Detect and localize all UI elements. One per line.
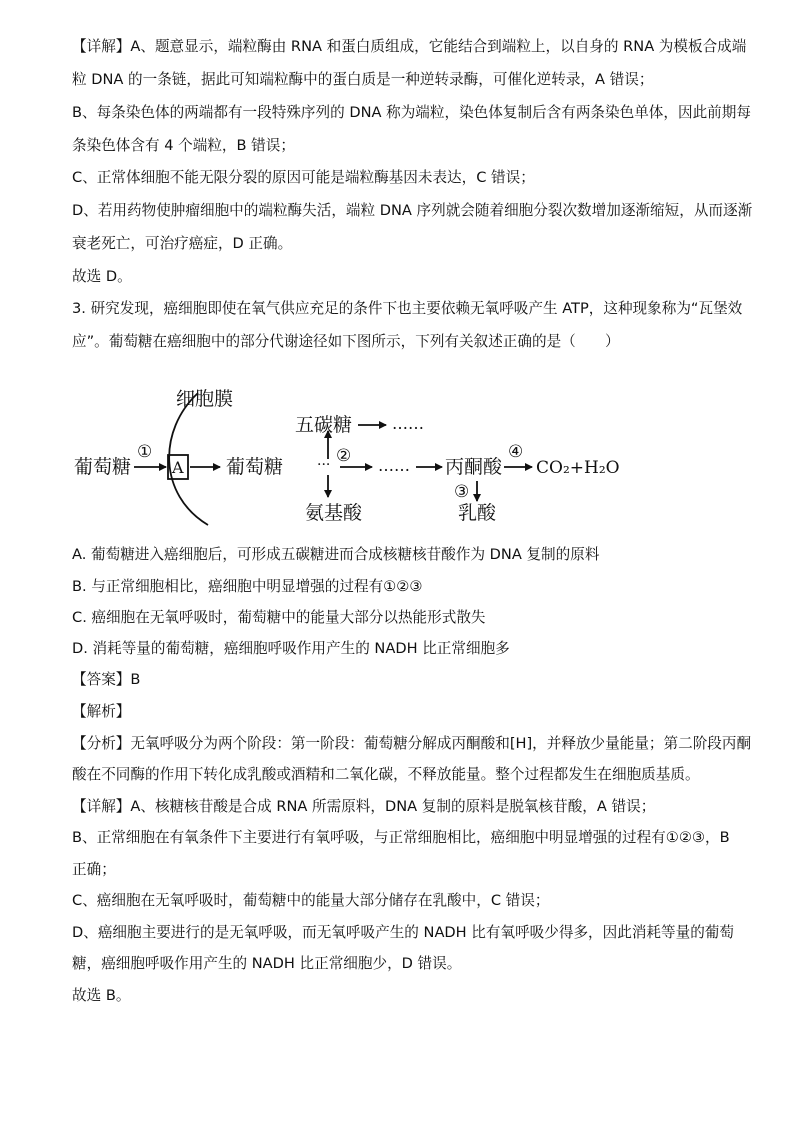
question-stem: 应”。葡萄糖在癌细胞中的部分代谢途径如下图所示，下列有关叙述正确的是（ ） [72, 333, 620, 350]
option-d: D. 消耗等量的葡萄糖，癌细胞呼吸作用产生的 NADH 比正常细胞多 [72, 640, 510, 657]
text-line: 酸在不同酶的作用下转化成乳酸或酒精和二氧化碳，不释放能量。整个过程都发生在细胞质基质。 [72, 766, 700, 783]
text-line: 糖，癌细胞呼吸作用产生的 NADH 比正常细胞少，D 错误。 [72, 955, 462, 972]
lactate-label: 乳酸 [458, 502, 497, 524]
option-c: C. 癌细胞在无氧呼吸时，葡萄糖中的能量大部分以热能形式散失 [72, 609, 486, 626]
glucose-inside-label: 葡萄糖 [226, 456, 284, 478]
text-line: D、若用药物使肿瘤细胞中的端粒酶失活，端粒 DNA 序列就会随着细胞分裂次数增加逐渐缩短，从而逐渐 [72, 202, 753, 219]
text-line: 衰老死亡，可治疗癌症，D 正确。 [72, 235, 293, 252]
text-line: 【详解】A、核糖核苷酸是合成 RNA 所需原料，DNA 复制的原料是脱氧核苷酸，A 错误； [72, 798, 656, 815]
glucose-outside-label: 葡萄糖 [74, 456, 132, 478]
membrane-label: 细胞膜 [176, 388, 234, 410]
text-line: C、癌细胞在无氧呼吸时，葡萄糖中的能量大部分储存在乳酸中，C 错误； [72, 892, 550, 909]
step-1-label: ① [137, 442, 153, 462]
amino-acid-label: 氨基酸 [305, 502, 363, 524]
step-3-label: ③ [454, 482, 470, 502]
text-line: 【详解】A、题意显示，端粒酶由 RNA 和蛋白质组成，它能结合到端粒上，以自身的 RNA 为模板合成端 [72, 38, 747, 55]
products-label: CO₂+H₂O [536, 458, 620, 478]
text-line: B、正常细胞在有氧条件下主要进行有氧呼吸，与正常细胞相比，癌细胞中明显增强的过程有①②③，B [72, 829, 730, 846]
analysis-heading: 【解析】 [72, 703, 131, 720]
option-b: B. 与正常细胞相比，癌细胞中明显增强的过程有①②③ [72, 578, 423, 595]
pentose-label: 五碳糖 [295, 414, 353, 436]
text-line: 故选 D。 [72, 268, 132, 285]
dots-top: …… [392, 414, 424, 433]
text-line: C、正常体细胞不能无限分裂的原因可能是端粒酶基因未表达，C 错误； [72, 169, 535, 186]
option-a: A. 葡萄糖进入癌细胞后，可形成五碳糖进而合成核糖核苷酸作为 DNA 复制的原料 [72, 546, 600, 563]
text-line: B、每条染色体的两端都有一段特殊序列的 DNA 称为端粒，染色体复制后含有两条染色单体，因此前期每 [72, 104, 751, 121]
text-line: 粒 DNA 的一条链，据此可知端粒酶中的蛋白质是一种逆转录酶，可催化逆转录，A 错误； [72, 71, 654, 88]
metabolic-pathway-diagram [70, 385, 630, 530]
transporter-label: A [172, 458, 184, 477]
step-4-label: ④ [508, 442, 524, 462]
text-line: 故选 B。 [72, 987, 131, 1004]
text-line: 条染色体含有 4 个端粒，B 错误； [72, 137, 295, 154]
text-line: 【分析】无氧呼吸分为两个阶段：第一阶段：葡萄糖分解成丙酮酸和[H]，并释放少量能量；第二阶段丙酮 [72, 735, 752, 752]
dots-mid: …… [378, 456, 410, 475]
text-line: D、癌细胞主要进行的是无氧呼吸，而无氧呼吸产生的 NADH 比有氧呼吸少得多，因此消耗等量的葡萄 [72, 924, 734, 941]
step-2-label: ② [336, 446, 352, 466]
question-stem: 3. 研究发现，癌细胞即使在氧气供应充足的条件下也主要依赖无氧呼吸产生 ATP，这种现象称为“瓦堡效 [72, 300, 743, 317]
junction-dots: ··· [317, 457, 331, 473]
text-line: 正确； [72, 861, 116, 878]
answer-line: 【答案】B [72, 671, 141, 688]
pyruvate-label: 丙酮酸 [445, 456, 503, 478]
